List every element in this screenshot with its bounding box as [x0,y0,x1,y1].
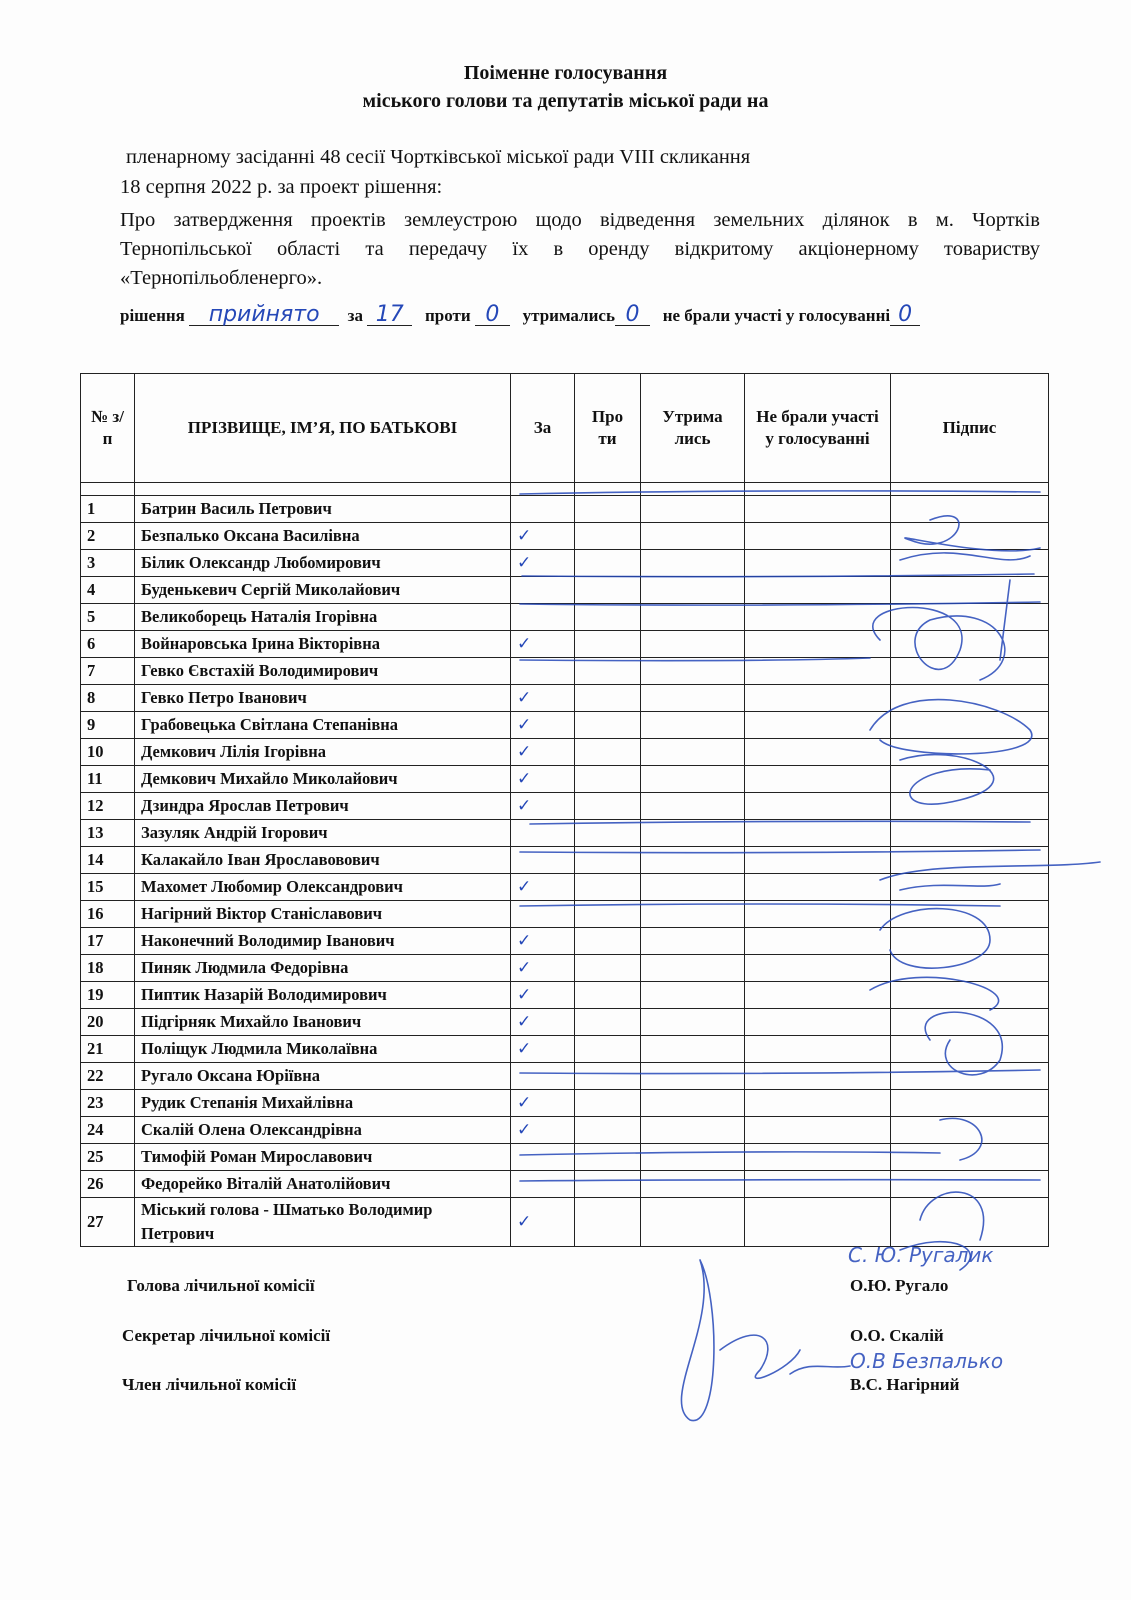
vote-against-cell [575,766,641,793]
against-count: 0 [475,305,510,326]
vote-for-mark [511,1090,575,1117]
decision-result: прийнято [189,305,339,326]
vote-for-mark [511,1144,575,1171]
signature-cell [891,523,1049,550]
checkmark: ✓ [517,553,532,573]
table-row [81,1036,1049,1063]
row-number: 14 [81,847,135,874]
not-voted-cell [745,901,891,928]
vote-for-mark [511,820,575,847]
table-row [81,712,1049,739]
not-voted-cell [745,1198,891,1247]
vote-abstain-cell [641,658,745,685]
table-row [81,1117,1049,1144]
row-number: 12 [81,793,135,820]
deputy-name: Батрин Василь Петрович [135,496,511,523]
row-number: 23 [81,1090,135,1117]
vote-for-mark [511,712,575,739]
vote-abstain-cell [641,496,745,523]
vote-against-cell [575,712,641,739]
vote-against-cell [575,1171,641,1198]
vote-for-mark [511,739,575,766]
not-voted-cell [745,739,891,766]
signature-cell [891,712,1049,739]
row-number: 10 [81,739,135,766]
row-number: 18 [81,955,135,982]
vote-for-mark [511,1171,575,1198]
table-row [81,820,1049,847]
signature-cell [891,1090,1049,1117]
row-number: 11 [81,766,135,793]
vote-against-cell [575,658,641,685]
deputy-name: Нагірний Віктор Станіславович [135,901,511,928]
vote-for-mark [511,766,575,793]
checkmark: ✓ [517,796,532,816]
vote-rows [81,496,1049,1247]
vote-against-cell [575,1144,641,1171]
checkmark: ✓ [517,1212,532,1232]
signature-cell [891,739,1049,766]
deputy-name: Підгірняк Михайло Іванович [135,1009,511,1036]
vote-abstain-cell [641,712,745,739]
handwritten-name-2: О.В Безпалько [850,1349,1004,1373]
commission-chair-label: Голова лічильної комісії [127,1276,315,1295]
vote-abstain-cell [641,604,745,631]
not-voted-cell [745,496,891,523]
document-title: Поіменне голосування [463,62,668,84]
row-number: 20 [81,1009,135,1036]
vote-abstain-cell [641,901,745,928]
not-voted-cell [745,820,891,847]
signature-cell [891,1036,1049,1063]
header-for: За [511,374,575,483]
table-row [81,631,1049,658]
row-number: 6 [81,631,135,658]
signature-cell [891,1117,1049,1144]
signature-cell [891,685,1049,712]
vote-against-cell [575,1009,641,1036]
table-row [81,577,1049,604]
checkmark: ✓ [517,958,532,978]
not-voted-cell [745,1117,891,1144]
signature-cell [891,955,1049,982]
table-row [81,685,1049,712]
signature-cell [891,577,1049,604]
row-number: 21 [81,1036,135,1063]
row-number: 7 [81,658,135,685]
table-row [81,1009,1049,1036]
not-voted-cell [745,928,891,955]
vote-abstain-cell [641,1009,745,1036]
deputy-name: Гевко Петро Іванович [135,685,511,712]
row-number: 22 [81,1063,135,1090]
vote-against-cell [575,496,641,523]
header-name: ПРІЗВИЩЕ, ІМ’Я, ПО БАТЬКОВІ [135,374,511,483]
not-voted-cell [745,1090,891,1117]
vote-abstain-cell [641,766,745,793]
table-row [81,550,1049,577]
deputy-name: Махомет Любомир Олександрович [135,874,511,901]
table-row [81,496,1049,523]
deputy-name: Пиптик Назарій Володимирович [135,982,511,1009]
deputy-name: Войнаровська Ірина Вікторівна [135,631,511,658]
not-voted-cell [745,766,891,793]
not-voted-cell [745,1063,891,1090]
signature-cell [891,820,1049,847]
not-voted-cell [745,577,891,604]
table-row [81,793,1049,820]
commission-signature-3 [790,1366,850,1374]
deputy-name: Рудик Степанія Михайлівна [135,1090,511,1117]
header-num: № з/п [81,374,135,483]
row-number: 24 [81,1117,135,1144]
not-voted-label: не брали участі у голосуванні [662,306,891,325]
vote-abstain-cell [641,523,745,550]
vote-for-mark [511,550,575,577]
table-row [81,901,1049,928]
vote-against-cell [575,1198,641,1247]
vote-against-cell [575,982,641,1009]
vote-for-mark [511,847,575,874]
not-voted-cell [745,1009,891,1036]
vote-abstain-cell [641,1036,745,1063]
signature-cell [891,658,1049,685]
signature-cell [891,847,1049,874]
row-number: 15 [81,874,135,901]
not-voted-cell [745,1036,891,1063]
vote-against-cell [575,793,641,820]
vote-abstain-cell [641,1198,745,1247]
signature-cell [891,1171,1049,1198]
not-voted-cell [745,550,891,577]
checkmark: ✓ [517,742,532,762]
vote-against-cell [575,1090,641,1117]
signature-cell [891,793,1049,820]
vote-for-mark [511,577,575,604]
not-voted-cell [745,658,891,685]
vote-for-mark [511,1117,575,1144]
checkmark: ✓ [517,688,532,708]
table-row [81,1063,1049,1090]
table-row [81,955,1049,982]
table-row [81,523,1049,550]
row-number: 13 [81,820,135,847]
signature-cell [891,1198,1049,1247]
vote-against-cell [575,1117,641,1144]
decision-subject: Про затвердження проектів землеустрою щодо відведення земельних ділянок в м. Чортків Тернопільської області та передачу їх в оренду відкритому акціонерному товариству «Тернопільобленерго». [120,209,1040,289]
vote-for-mark [511,928,575,955]
deputy-name: Демкович Лілія Ігорівна [135,739,511,766]
vote-abstain-cell [641,685,745,712]
vote-against-cell [575,631,641,658]
deputy-name: Федорейко Віталій Анатолійович [135,1171,511,1198]
vote-for-mark [511,523,575,550]
vote-for-mark [511,685,575,712]
vote-against-cell [575,604,641,631]
vote-abstain-cell [641,847,745,874]
vote-against-cell [575,577,641,604]
not-voted-cell [745,712,891,739]
vote-abstain-cell [641,550,745,577]
vote-against-cell [575,1036,641,1063]
row-number: 26 [81,1171,135,1198]
vote-abstain-cell [641,577,745,604]
handwritten-name-1: С. Ю. Ругалик [848,1243,994,1267]
against-label: проти [424,306,471,325]
deputy-name: Великоборець Наталія Ігорівна [135,604,511,631]
commission-chair-name: О.Ю. Ругало [850,1276,949,1295]
row-number: 5 [81,604,135,631]
vote-against-cell [575,523,641,550]
vote-for-mark [511,1063,575,1090]
vote-abstain-cell [641,955,745,982]
not-voted-cell [745,685,891,712]
vote-against-cell [575,955,641,982]
vote-for-mark [511,874,575,901]
checkmark: ✓ [517,931,532,951]
commission-signature-1 [681,1260,714,1421]
vote-for-mark [511,955,575,982]
signature-cell [891,550,1049,577]
header-signature: Підпис [891,374,1049,483]
row-number: 1 [81,496,135,523]
vote-abstain-cell [641,1063,745,1090]
deputy-name: Поліщук Людмила Миколаївна [135,1036,511,1063]
row-number: 17 [81,928,135,955]
decision-summary [120,303,1040,329]
checkmark: ✓ [517,634,532,654]
deputy-name: Скалій Олена Олександрівна [135,1117,511,1144]
vote-against-cell [575,928,641,955]
deputy-name: Дзиндра Ярослав Петрович [135,793,511,820]
not-voted-cell [745,874,891,901]
for-count: 17 [367,305,412,326]
deputy-name: Буденькевич Сергій Миколайович [135,577,511,604]
deputy-name: Тимофій Роман Мирославович [135,1144,511,1171]
row-number: 4 [81,577,135,604]
vote-against-cell [575,685,641,712]
vote-abstain-cell [641,820,745,847]
not-voted-cell [745,793,891,820]
not-voted-cell [745,955,891,982]
checkmark: ✓ [517,769,532,789]
vote-for-mark [511,496,575,523]
row-number: 25 [81,1144,135,1171]
commission-secretary-label: Секретар лічильної комісії [122,1326,331,1345]
document-subtitle: міського голови та депутатів міської ради на [362,90,769,112]
not-voted-cell [745,982,891,1009]
vote-against-cell [575,739,641,766]
deputy-name: Міський голова - Шматько Володимир Петрович [135,1198,511,1247]
deputy-name: Ругало Оксана Юріївна [135,1063,511,1090]
table-row [81,928,1049,955]
row-number: 27 [81,1198,135,1247]
vote-for-mark [511,982,575,1009]
abstain-label: утримались [522,306,615,325]
vote-abstain-cell [641,793,745,820]
signature-cell [891,982,1049,1009]
vote-against-cell [575,874,641,901]
not-voted-cell [745,523,891,550]
vote-against-cell [575,550,641,577]
table-row [81,604,1049,631]
vote-for-mark [511,793,575,820]
row-number: 16 [81,901,135,928]
vote-abstain-cell [641,928,745,955]
header-abstain: Утрима лись [641,374,745,483]
deputy-name: Демкович Михайло Миколайович [135,766,511,793]
vote-abstain-cell [641,739,745,766]
vote-against-cell [575,847,641,874]
vote-against-cell [575,901,641,928]
checkmark: ✓ [517,1120,532,1140]
vote-against-cell [575,1063,641,1090]
signature-cell [891,1144,1049,1171]
vote-for-mark [511,658,575,685]
vote-abstain-cell [641,1144,745,1171]
signature-cell [891,604,1049,631]
checkmark: ✓ [517,1093,532,1113]
vote-against-cell [575,820,641,847]
signature-cell [891,874,1049,901]
vote-for-mark [511,1009,575,1036]
checkmark: ✓ [517,1012,532,1032]
signature-cell [891,766,1049,793]
commission-member-label: Член лічильної комісії [122,1375,297,1394]
table-row [81,739,1049,766]
table-row [81,1144,1049,1171]
checkmark: ✓ [517,715,532,735]
for-label: за [347,306,363,325]
vote-for-mark [511,1036,575,1063]
vote-abstain-cell [641,631,745,658]
not-voted-cell [745,847,891,874]
signature-cell [891,1063,1049,1090]
table-row [81,1090,1049,1117]
signature-cell [891,496,1049,523]
deputy-name: Білик Олександр Любомирович [135,550,511,577]
not-voted-cell [745,631,891,658]
signature-cell [891,901,1049,928]
vote-for-mark [511,1198,575,1247]
signature-cell [891,631,1049,658]
decision-label: рішення [120,306,185,325]
deputy-name: Грабовецька Світлана Степанівна [135,712,511,739]
table-row [81,766,1049,793]
abstain-count: 0 [615,305,650,326]
checkmark: ✓ [517,526,532,546]
table-row [81,847,1049,874]
table-row [81,874,1049,901]
row-number: 9 [81,712,135,739]
table-row [81,658,1049,685]
deputy-name: Зазуляк Андрій Ігорович [135,820,511,847]
vote-for-mark [511,604,575,631]
session-line: пленарному засіданні 48 сесії Чортківської міської ради VIII скликання [126,146,751,168]
vote-for-mark [511,901,575,928]
checkmark: ✓ [517,877,532,897]
vote-abstain-cell [641,1171,745,1198]
vote-abstain-cell [641,1117,745,1144]
deputy-name: Наконечний Володимир Іванович [135,928,511,955]
deputy-name: Безпалько Оксана Василівна [135,523,511,550]
commission-secretary-name: О.О. Скалій [850,1326,944,1345]
header-not-voted: Не брали участі у голосуванні [745,374,891,483]
signature-cell [891,928,1049,955]
vote-abstain-cell [641,874,745,901]
checkmark: ✓ [517,985,532,1005]
not-voted-count: 0 [890,305,920,326]
not-voted-cell [745,604,891,631]
not-voted-cell [745,1171,891,1198]
not-voted-cell [745,1144,891,1171]
date-line: 18 серпня 2022 р. за проект рішення: [120,176,443,198]
deputy-name: Пиняк Людмила Федорівна [135,955,511,982]
vote-abstain-cell [641,1090,745,1117]
deputy-name: Гевко Євстахій Володимирович [135,658,511,685]
row-number: 8 [81,685,135,712]
vote-abstain-cell [641,982,745,1009]
row-number: 2 [81,523,135,550]
deputy-name: Калакайло Іван Ярославовович [135,847,511,874]
row-number: 19 [81,982,135,1009]
commission-signature-2 [720,1335,800,1378]
checkmark: ✓ [517,1039,532,1059]
table-row [81,1198,1049,1247]
vote-for-mark [511,631,575,658]
row-number: 3 [81,550,135,577]
table-row [81,1171,1049,1198]
table-row [81,982,1049,1009]
commission-member-name: В.С. Нагірний [850,1375,960,1394]
header-against: Про ти [575,374,641,483]
vote-table [80,373,1049,1247]
signature-cell [891,1009,1049,1036]
